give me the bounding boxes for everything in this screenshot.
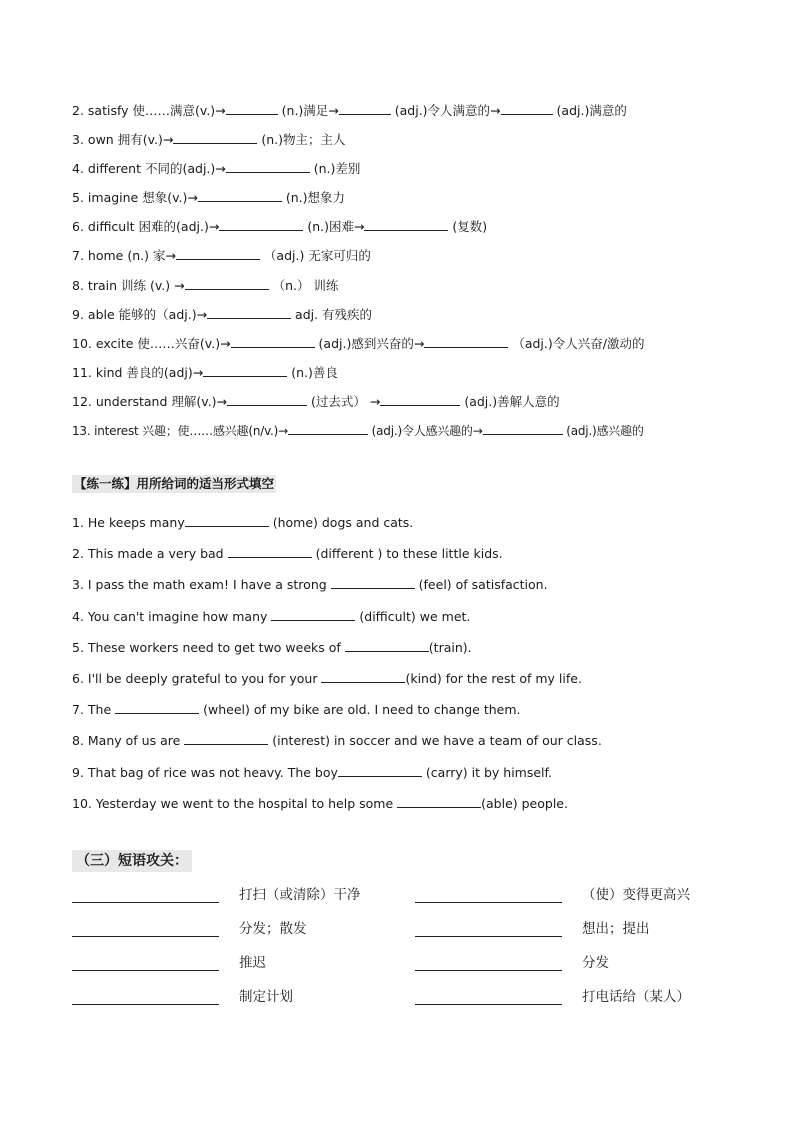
word-form-line: 12. understand 理解(v.)→ (过去式） → (adj.)善解人意的 [72, 394, 560, 409]
practice-item: 6. I'll be deeply grateful to you for your (kind) for the rest of my life. [72, 671, 582, 686]
phrases-heading: （三）短语攻关： [72, 850, 192, 872]
phrase-blank[interactable] [415, 1004, 562, 1005]
answer-blank[interactable] [176, 246, 260, 260]
answer-blank[interactable] [185, 513, 269, 527]
answer-blank[interactable] [483, 421, 563, 435]
answer-blank[interactable] [288, 421, 368, 435]
practice-item: 3. I pass the math exam! I have a strong (feel) of satisfaction. [72, 577, 548, 592]
answer-blank[interactable] [397, 794, 481, 808]
word-form-line: 9. able 能够的（adj.)→ adj. 有残疾的 [72, 307, 373, 322]
phrase-blank[interactable] [415, 936, 562, 937]
phrase-blank[interactable] [72, 970, 219, 971]
practice-item: 4. You can't imagine how many (difficult) we met. [72, 609, 471, 624]
answer-blank[interactable] [321, 669, 405, 683]
answer-blank[interactable] [184, 731, 268, 745]
answer-blank[interactable] [331, 575, 415, 589]
practice-item: 8. Many of us are (interest) in soccer and we have a team of our class. [72, 733, 602, 748]
phrase-meaning: 推迟 [239, 955, 266, 971]
answer-blank[interactable] [345, 638, 429, 652]
phrase-meaning: 想出；提出 [582, 921, 650, 937]
answer-blank[interactable] [228, 544, 312, 558]
phrase-meaning: 打扫（或清除）干净 [239, 887, 361, 903]
answer-blank[interactable] [271, 607, 355, 621]
answer-blank[interactable] [227, 392, 307, 406]
answer-blank[interactable] [203, 363, 287, 377]
word-form-line: 7. home (n.) 家→ （adj.) 无家可归的 [72, 248, 371, 263]
answer-blank[interactable] [173, 130, 257, 144]
word-form-line: 5. imagine 想象(v.)→ (n.)想象力 [72, 190, 345, 205]
answer-blank[interactable] [115, 700, 199, 714]
answer-blank[interactable] [364, 217, 448, 231]
phrase-blank[interactable] [415, 970, 562, 971]
answer-blank[interactable] [339, 101, 391, 115]
practice-item: 10. Yesterday we went to the hospital to help some (able) people. [72, 796, 568, 811]
answer-blank[interactable] [380, 392, 460, 406]
practice-item: 1. He keeps many (home) dogs and cats. [72, 515, 414, 530]
practice-item: 2. This made a very bad (different ) to these little kids. [72, 546, 503, 561]
word-form-line: 11. kind 善良的(adj)→ (n.)善良 [72, 365, 338, 380]
word-form-line: 2. satisfy 使……满意(v.)→ (n.)满足→ (adj.)令人满意的→ (adj.)满意的 [72, 103, 627, 118]
practice-item: 7. The (wheel) of my bike are old. I need to change them. [72, 702, 521, 717]
answer-blank[interactable] [501, 101, 553, 115]
answer-blank[interactable] [185, 276, 269, 290]
practice-heading: 【练一练】用所给词的适当形式填空 [74, 476, 275, 491]
word-form-line: 6. difficult 困难的(adj.)→ (n.)困难→ (复数) [72, 219, 488, 234]
phrase-blank[interactable] [72, 936, 219, 937]
practice-item: 5. These workers need to get two weeks of (train). [72, 640, 472, 655]
phrase-blank[interactable] [72, 902, 219, 903]
answer-blank[interactable] [226, 101, 278, 115]
answer-blank[interactable] [226, 159, 310, 173]
word-form-line: 4. different 不同的(adj.)→ (n.)差别 [72, 161, 361, 176]
phrase-meaning: 分发 [582, 955, 609, 971]
phrase-blank[interactable] [415, 902, 562, 903]
word-form-line: 8. train 训练 (v.) → （n.） 训练 [72, 278, 339, 293]
answer-blank[interactable] [424, 334, 508, 348]
phrase-meaning: 分发；散发 [239, 921, 307, 937]
phrase-meaning: （使）变得更高兴 [582, 887, 690, 903]
practice-item: 9. That bag of rice was not heavy. The boy (carry) it by himself. [72, 765, 552, 780]
word-form-line: 13. interest 兴趣；使……感兴趣(n/v.)→ (adj.)令人感兴趣的→ (adj.)感兴趣的 [72, 421, 644, 440]
phrase-blank[interactable] [72, 1004, 219, 1005]
phrase-meaning: 制定计划 [239, 989, 293, 1005]
word-form-line: 10. excite 使……兴奋(v.)→ (adj.)感到兴奋的→ （adj.)令人兴奋/激动的 [72, 336, 645, 351]
word-form-line: 3. own 拥有(v.)→ (n.)物主；主人 [72, 132, 346, 147]
answer-blank[interactable] [338, 763, 422, 777]
answer-blank[interactable] [207, 305, 291, 319]
answer-blank[interactable] [231, 334, 315, 348]
phrase-meaning: 打电话给（某人） [582, 989, 690, 1005]
answer-blank[interactable] [198, 188, 282, 202]
answer-blank[interactable] [219, 217, 303, 231]
